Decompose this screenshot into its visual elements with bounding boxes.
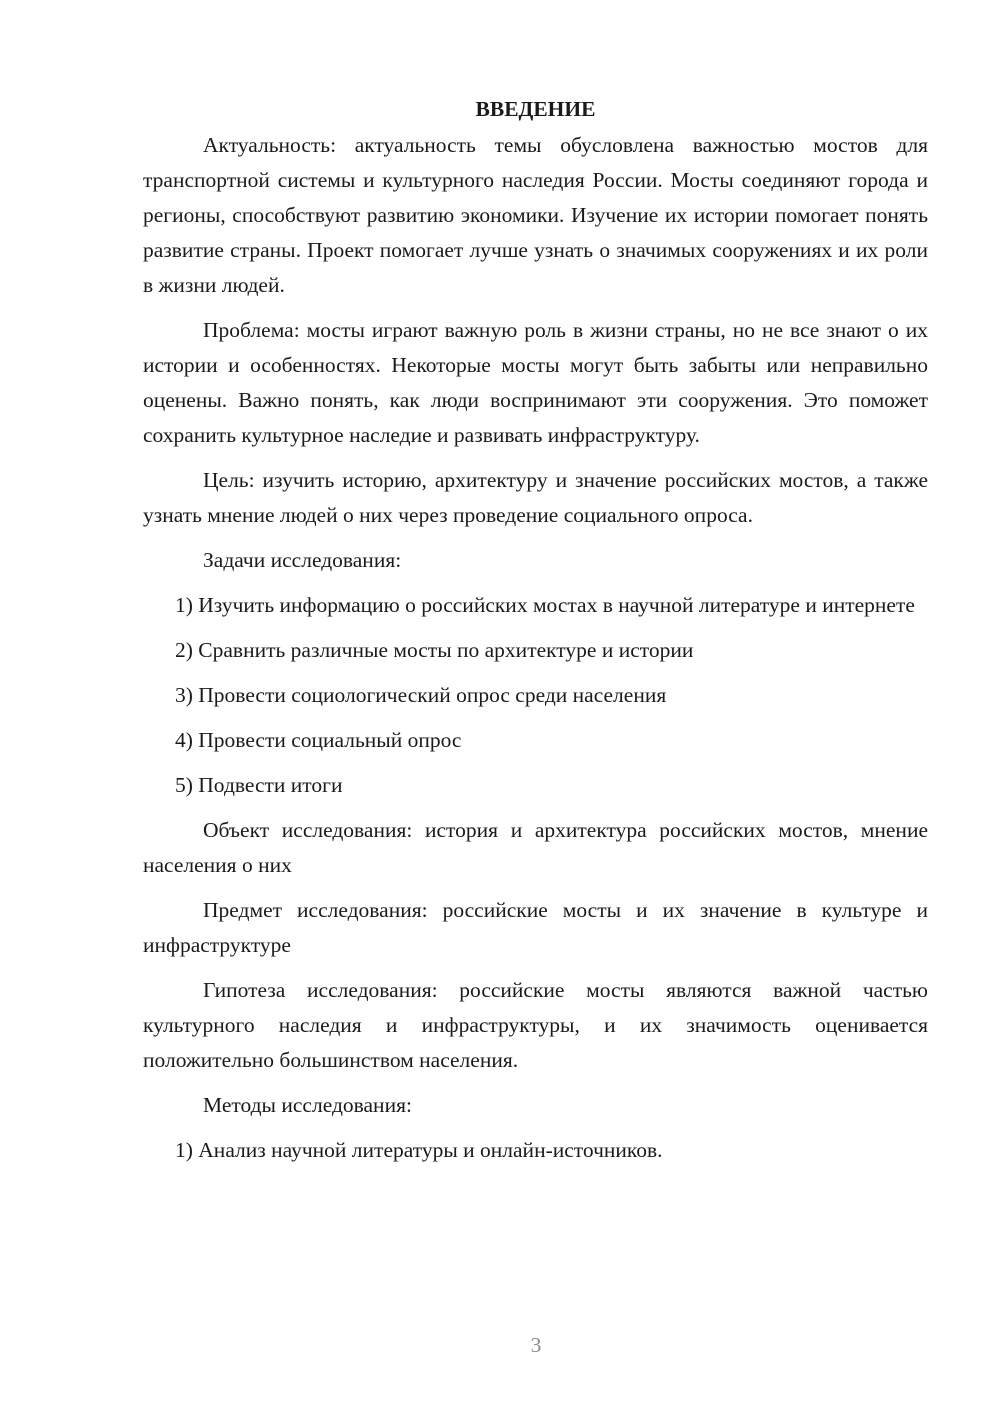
task-item: 3) Провести социологический опрос среди населения bbox=[175, 683, 667, 707]
hypothesis-paragraph: Гипотеза исследования: российские мосты являются важной частью культурного наследия и инфраструктуры, и их значимость оценивается положительно большинством населения. bbox=[143, 978, 928, 1072]
section-title: ВВЕДЕНИЕ bbox=[475, 97, 596, 121]
methods-heading: Методы исследования: bbox=[203, 1093, 412, 1117]
problem-paragraph: Проблема: мосты играют важную роль в жизни страны, но не все знают о их истории и особенностях. Некоторые мосты могут быть забыты или неправильно оценены. Важно понять, как люди воспринимают эти сооружения. Это поможет сохранить культурное наследие и развивать инфраструктуру. bbox=[143, 318, 928, 447]
task-item: 1) Изучить информацию о российских мостах в научной литературе и интернете bbox=[175, 593, 915, 617]
page-number: 3 bbox=[530, 1333, 542, 1357]
object-paragraph: Объект исследования: история и архитектура российских мостов, мнение населения о них bbox=[143, 818, 928, 877]
goal-paragraph: Цель: изучить историю, архитектуру и значение российских мостов, а также узнать мнение людей о них через проведение социального опроса. bbox=[143, 468, 928, 527]
relevance-paragraph: Актуальность: актуальность темы обусловлена важностью мостов для транспортной системы и культурного наследия России. Мосты соединяют города и регионы, способствуют развитию экономики. Изучение их истории помогает понять развитие страны. Проект помогает лучше узнать о значимых сооружениях и их роли в жизни людей. bbox=[143, 133, 928, 297]
task-item: 4) Провести социальный опрос bbox=[175, 728, 462, 752]
task-item: 2) Сравнить различные мосты по архитектуре и истории bbox=[175, 638, 694, 662]
subject-paragraph: Предмет исследования: российские мосты и их значение в культуре и инфраструктуре bbox=[143, 898, 928, 957]
task-item: 5) Подвести итоги bbox=[175, 773, 343, 797]
method-item: 1) Анализ научной литературы и онлайн-источников. bbox=[175, 1138, 663, 1162]
tasks-heading: Задачи исследования: bbox=[203, 548, 402, 572]
document-page bbox=[143, 92, 928, 1178]
